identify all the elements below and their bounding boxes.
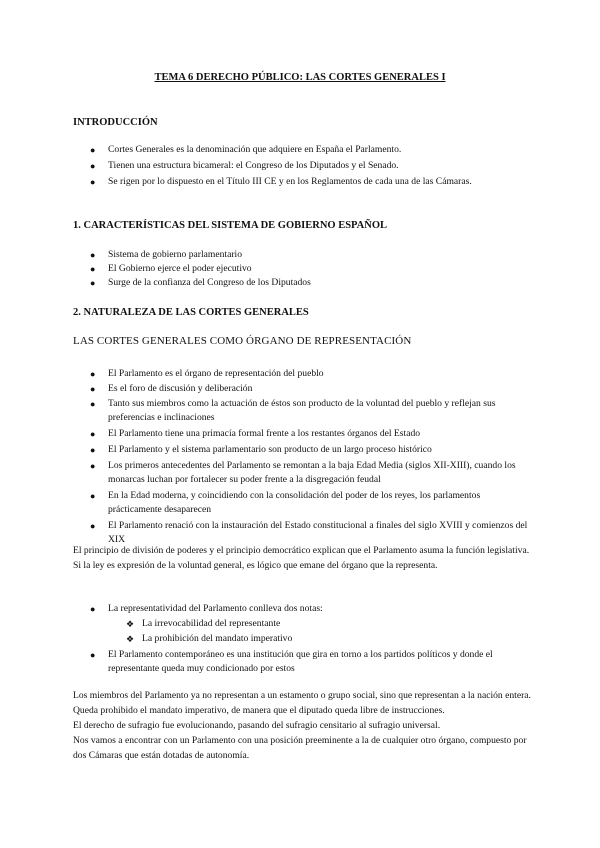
document-title: TEMA 6 DERECHO PÚBLICO: LAS CORTES GENERALES I [154, 72, 446, 83]
list-item: ● Cortes Generales es la denominación que adquiere en España el Parlamento. [90, 144, 402, 155]
list-item: ● Tanto sus miembros como la actuación de éstos son producto de la voluntad del pueblo y reflejan sus preferencias e inclinaciones [90, 398, 496, 423]
bullet-icon: ● [90, 399, 96, 409]
list-item: ● El Gobierno ejerce el poder ejecutivo [90, 263, 252, 274]
bullet-icon: ● [90, 161, 96, 171]
list-item: ● El Parlamento contemporáneo es una institución que gira en torno a los partidos políticos y donde el representante queda muy condicionado por estos [90, 649, 493, 674]
bullet-icon: ● [90, 429, 96, 439]
list-item: ● El Parlamento y el sistema parlamentario son producto de un largo proceso histórico [90, 444, 432, 455]
list-item: ● Es el foro de discusión y deliberación [90, 383, 253, 394]
list-item: ❖ La prohibición del mandato imperativo [126, 633, 293, 644]
closing-line: Nos vamos a encontrar con un Parlamento con una posición preeminente a la de cualquier otro órgano, compuesto por dos Cámaras que están dotadas de autonomía. [73, 735, 527, 761]
bullet-icon: ● [90, 250, 96, 260]
bullet-icon: ● [90, 445, 96, 455]
list-item: ● El Parlamento es el órgano de representación del pueblo [90, 368, 324, 379]
closing-line: Queda prohibido el mandato imperativo, de manera que el diputado queda libre de instrucciones. [73, 705, 445, 716]
bullet-icon: ● [90, 384, 96, 394]
diamond-bullet-icon: ❖ [126, 634, 135, 644]
heading-introduccion: INTRODUCCIÓN [73, 117, 158, 128]
list-item: ● La representatividad del Parlamento conlleva dos notas: ❖ La irrevocabilidad del representante ❖ La prohibición del mandato imperativo [90, 602, 530, 646]
heading-section-2: 2. NATURALEZA DE LAS CORTES GENERALES [73, 307, 309, 318]
closing-line: El derecho de sufragio fue evolucionando, pasando del sufragio censitario al sufragio universal. [73, 720, 441, 731]
bullet-icon: ● [90, 369, 96, 379]
bullet-icon: ● [90, 264, 96, 274]
list-item: ● El Parlamento tiene una primacía formal frente a los restantes órganos del Estado [90, 428, 421, 439]
paragraph-division-poderes: El principio de división de poderes y el principio democrático explican que el Parlamento asuma la función legislativa. Si la ley es expresión de la voluntad general, es lógico que emane del órgano que la representa. [73, 545, 530, 571]
list-item: ● En la Edad moderna, y coincidiendo con la consolidación del poder de los reyes, los parlamentos prácticamente desaparecen [90, 490, 481, 515]
section2-bullet-list [90, 367, 530, 547]
bullet-icon: ● [90, 177, 96, 187]
subnote-list [126, 617, 548, 646]
diamond-bullet-icon: ❖ [126, 619, 135, 629]
list-item: ● Los primeros antecedentes del Parlamento se remontan a la baja Edad Media (siglos XII-XIII), cuando los monarcas luchan por fortalecer su poder frente a la disgregación feudal [90, 460, 516, 485]
bullet-icon: ● [90, 604, 96, 614]
list-item: ● Surge de la confianza del Congreso de los Diputados [90, 277, 311, 288]
list-item: ● Se rigen por lo dispuesto en el Título III CE y en los Reglamentos de cada una de las Cámaras. [90, 176, 472, 187]
bullet-icon: ● [90, 521, 96, 531]
list-item: ● Tienen una estructura bicameral: el Congreso de los Diputados y el Senado. [90, 160, 399, 171]
list-item: ● Sistema de gobierno parlamentario [90, 249, 243, 260]
heading-section-1: 1. CARACTERÍSTICAS DEL SISTEMA DE GOBIERNO ESPAÑOL [73, 220, 388, 231]
closing-paragraphs [73, 688, 535, 763]
representatividad-bullet-list [90, 602, 530, 676]
subheading-organo-representacion: LAS CORTES GENERALES COMO ÓRGANO DE REPRESENTACIÓN [73, 335, 412, 347]
closing-line: Los miembros del Parlamento ya no representan a un estamento o grupo social, sino que representan a la nación entera. [73, 690, 531, 701]
section1-bullet-list [90, 248, 520, 290]
bullet-icon: ● [90, 491, 96, 501]
bullet-icon: ● [90, 650, 96, 660]
list-item: ❖ La irrevocabilidad del representante [126, 618, 281, 629]
bullet-icon: ● [90, 278, 96, 288]
bullet-icon: ● [90, 461, 96, 471]
bullet-icon: ● [90, 145, 96, 155]
intro-bullet-list [90, 143, 520, 189]
list-item: ● El Parlamento renació con la instauración del Estado constitucional a finales del siglo XVIII y comienzos del XIX [90, 520, 528, 545]
